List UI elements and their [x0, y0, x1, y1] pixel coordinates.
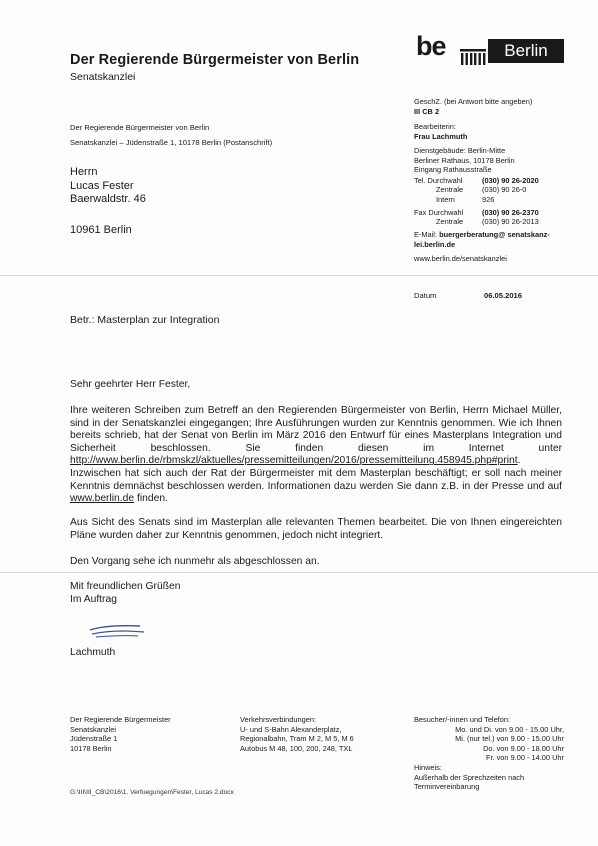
website-text: www.berlin.de/senatskanzlei [414, 254, 507, 263]
logo-berlin-box: Berlin [488, 39, 564, 63]
intern-value: 926 [482, 194, 495, 204]
signer-name: Lachmuth [70, 647, 116, 658]
paragraph-1-end: finden. [136, 493, 168, 505]
footer-transport-line: Autobus M 48, 100, 200, 248, TXL [240, 743, 353, 753]
dienstgebaeude-block [414, 146, 515, 175]
footer-address-line: Jüdenstraße 1 [70, 734, 118, 744]
footer-hours-title: Besucher/-innen und Telefon: [414, 715, 511, 724]
fold-line-bottom [0, 572, 598, 573]
zentrale-label: Zentrale [436, 185, 464, 195]
footer-hint-label: Hinweis: [414, 762, 442, 772]
tel-value: (030) 90 26-2020 [482, 176, 539, 185]
fold-line-top [0, 275, 598, 276]
greeting: Sehr geehrter Herr Fester, [70, 379, 191, 390]
bearbeiterin-value: Frau Lachmuth [414, 131, 468, 141]
paragraph-2: Aus Sicht des Senats sind im Masterplan alle relevanten Themen bearbeitet. Die von Ihnen eingereichten Pläne wurden daher zur Kenntnis genommen, jedoch nicht integriert. [70, 517, 562, 541]
closing-auftrag: Im Auftrag [70, 593, 117, 605]
footer-hint-line: Außerhalb der Sprechzeiten nach [414, 772, 525, 782]
fax-block [414, 208, 539, 227]
fax-zentrale-label: Zentrale [436, 217, 464, 227]
footer-address-line: 10178 Berlin [70, 743, 112, 753]
footer-hours [414, 715, 564, 792]
bearbeiterin-label: Bearbeiterin: [414, 122, 456, 131]
fax-zentrale-value: (030) 90 26-2013 [482, 217, 539, 227]
document-path: G:\III\III_CB\2016\1. Verfuegungen\Fester, Lucas 2.docx [70, 789, 234, 796]
footer-hint-line: Terminvereinbarung [414, 782, 480, 792]
fax-value: (030) 90 26-2370 [482, 208, 539, 217]
handwritten-signature [88, 622, 150, 642]
footer-hours-line: Fr. von 9.00 - 14.00 Uhr [485, 753, 564, 763]
dienst-line-3: Eingang Rathausstraße [414, 165, 492, 175]
email-value-2: lei.berlin.de [414, 239, 456, 249]
footer-transport [240, 715, 354, 753]
zentrale-value: (030) 90 26-0 [482, 185, 527, 195]
dienst-line-1: Dienstgebäude: Berlin-Mitte [414, 146, 506, 155]
email-value-1: buergerberatung@ senatskanz- [439, 230, 550, 239]
recipient-name: Lucas Fester [70, 179, 134, 192]
gesch-label: GeschZ. (bei Antwort bitte angeben) [414, 97, 533, 106]
phone-block [414, 176, 539, 204]
gesch-value: III CB 2 [414, 106, 440, 116]
press-release-link[interactable]: http://www.berlin.de/rbmskzl/aktuelles/pressemitteilungen/2016/pressemitteilung.458945.php#print [70, 455, 518, 467]
brandenburg-gate-icon [460, 49, 486, 65]
date-label: Datum [414, 291, 437, 300]
logo-be-text: be [416, 31, 446, 61]
recipient-address [70, 166, 146, 207]
closing [70, 581, 562, 606]
sender-line-1: Der Regierende Bürgermeister von Berlin [70, 123, 210, 132]
paragraph-1-rest: . Inzwischen hat sich auch der Rat der Bürgermeister mit dem Masterplan beschäftigt; er soll nach meiner Kenntnis demnächst beschlossen werden. Informationen dazu werden Sie dann z.B. in der Presse und auf [70, 455, 562, 492]
footer-transport-line: U- und S-Bahn Alexanderplatz, [240, 724, 342, 734]
sender-return-address [70, 123, 272, 148]
email-block [414, 230, 550, 249]
paragraph-1 [70, 405, 562, 506]
paragraph-3: Den Vorgang sehe ich nunmehr als abgeschlossen an. [70, 556, 320, 567]
bearbeiterin-block [414, 122, 467, 141]
intern-label: Intern [436, 194, 455, 204]
footer-hours-line: Mo. und Di. von 9.00 - 15.00 Uhr, [455, 724, 564, 734]
email-label: E-Mail: [414, 230, 437, 239]
berlin-logo [416, 33, 564, 69]
date-value: 06.05.2016 [484, 291, 523, 300]
recipient-street: Baerwaldstr. 46 [70, 193, 146, 205]
letterhead-subtitle: Senatskanzlei [70, 71, 136, 83]
recipient-salutation: Herrn [70, 166, 98, 178]
tel-label: Tel. Durchwahl [414, 176, 463, 185]
subject-line: Betr.: Masterplan zur Integration [70, 314, 220, 326]
closing-greeting: Mit freundlichen Grüßen [70, 581, 181, 592]
berlin-de-link[interactable]: www.berlin.de [70, 493, 135, 505]
footer-hours-line: Mi. (nur tel.) von 9.00 - 15.00 Uhr [455, 734, 564, 744]
sender-line-2: Senatskanzlei – Jüdenstraße 1, 10178 Berlin (Postanschrift) [70, 138, 273, 147]
footer-address [70, 715, 171, 753]
paragraph-1-text: Ihre weiteren Schreiben zum Betreff an den Regierenden Bürgermeister von Berlin, Herrn Michael Müller, sind in der Senatskanzlei eingegangen; Ihre Ausführungen wurden zur Kenntnis genommen. Wie ich Ihnen bereits schrieb, hat der Senat von Berlin im März 2016 den Entwurf für eines Masterplans Integration und Sicherheit beschlossen. Sie finden diesen im Internet unter [70, 405, 562, 454]
footer-transport-line: Verkehrsverbindungen: [240, 715, 317, 724]
footer-address-line: Der Regierende Bürgermeister [70, 715, 171, 724]
letterhead-title: Der Regierende Bürgermeister von Berlin [70, 52, 360, 68]
reference-block [414, 97, 532, 116]
footer-transport-line: Regionalbahn, Tram M 2, M 5, M 6 [240, 734, 354, 744]
recipient-city: 10961 Berlin [70, 224, 132, 236]
footer-address-line: Senatskanzlei [70, 724, 117, 734]
fax-label: Fax Durchwahl [414, 208, 464, 217]
dienst-line-2: Berliner Rathaus, 10178 Berlin [414, 155, 515, 165]
footer-hours-line: Do. von 9.00 - 18.00 Uhr [483, 743, 564, 753]
